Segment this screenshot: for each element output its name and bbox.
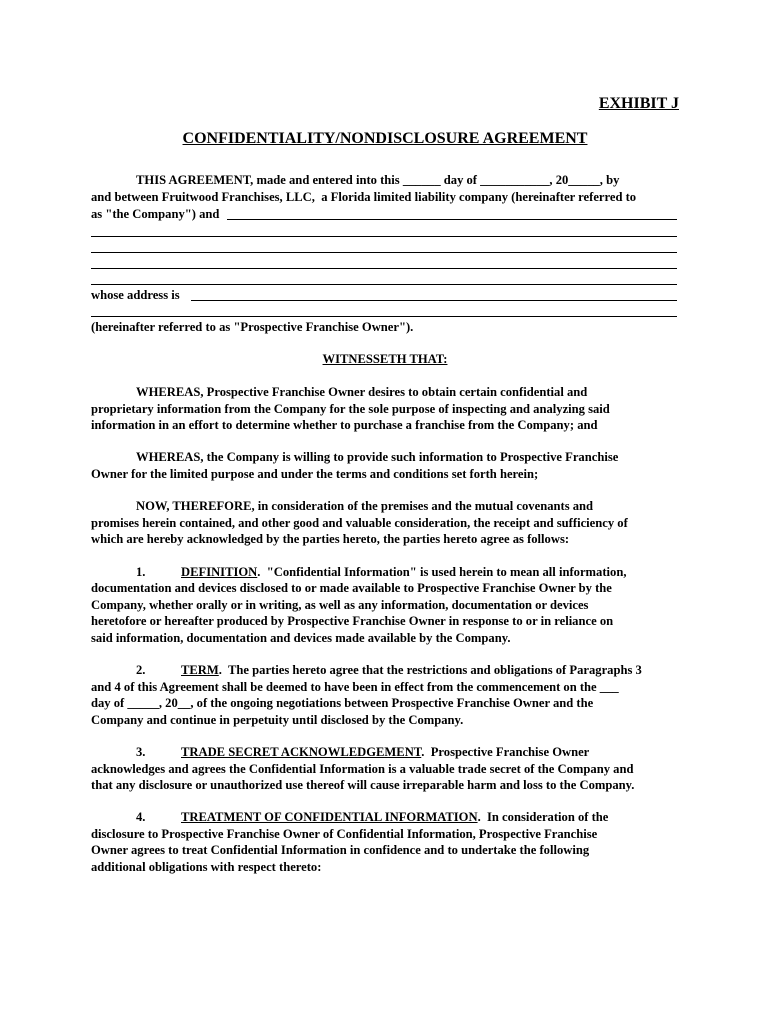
whereas1-line-1: WHEREAS, Prospective Franchise Owner desires to obtain certain confidential and <box>136 385 588 399</box>
section-2-first-text: . The parties hereto agree that the restrictions and obligations of Paragraphs 3 <box>218 663 642 677</box>
party-name-blank-1 <box>227 219 677 220</box>
section-3-number: 3. <box>136 745 146 759</box>
whereas2-line-2: Owner for the limited purpose and under the terms and conditions set forth herein; <box>91 467 539 481</box>
agreement-title: CONFIDENTIALITY/NONDISCLOSURE AGREEMENT <box>182 130 588 147</box>
section-3-line-2: acknowledges and agrees the Confidential Information is a valuable trade secret of the Company and <box>91 762 634 776</box>
whereas1-line-3: information in an effort to determine whether to purchase a franchise from the Company; and <box>91 418 598 432</box>
section-1-first-text: . "Confidential Information" is used herein to mean all information, <box>257 565 627 579</box>
section-1-first-line <box>91 564 679 580</box>
now-therefore-line-3: which are hereby acknowledged by the parties hereto, the parties hereto agree as follows: <box>91 532 570 546</box>
intro-line-2: and between Fruitwood Franchises, LLC, a Florida limited liability company (hereinafter referred to <box>91 190 637 204</box>
witnesseth-heading: WITNESSETH THAT: <box>322 352 448 366</box>
section-3-line-3: that any disclosure or unauthorized use thereof will cause irreparable harm and loss to the Company. <box>91 778 635 792</box>
party-name-blank-5 <box>91 284 677 285</box>
section-4-number: 4. <box>136 810 146 824</box>
section-2-heading: TERM <box>181 663 219 677</box>
exhibit-label: EXHIBIT J <box>598 95 679 112</box>
section-3-heading: TRADE SECRET ACKNOWLEDGEMENT <box>181 745 422 759</box>
intro-line-1: THIS AGREEMENT, made and entered into this ______ day of ___________, 20_____, by <box>136 173 620 187</box>
whereas2-line-1: WHEREAS, the Company is willing to provide such information to Prospective Franchise <box>136 450 619 464</box>
section-4-line-4: additional obligations with respect thereto: <box>91 860 322 874</box>
section-1-number: 1. <box>136 565 146 579</box>
section-2-first-line <box>91 662 679 678</box>
section-4-heading: TREATMENT OF CONFIDENTIAL INFORMATION <box>181 810 478 824</box>
section-1-heading: DEFINITION <box>181 565 258 579</box>
section-4-line-3: Owner agrees to treat Confidential Information in confidence and to undertake the following <box>91 843 590 857</box>
section-3-first-line <box>91 744 679 760</box>
section-2-line-4: Company and continue in perpetuity until disclosed by the Company. <box>91 713 464 727</box>
party-name-blank-4 <box>91 268 677 269</box>
now-therefore-line-2: promises herein contained, and other good and valuable consideration, the receipt and sufficiency of <box>91 516 628 530</box>
address-label: whose address is <box>91 288 180 302</box>
address-blank-1 <box>191 300 677 301</box>
now-therefore-line-1: NOW, THEREFORE, in consideration of the premises and the mutual covenants and <box>136 499 594 513</box>
intro-closing: (hereinafter referred to as "Prospective Franchise Owner"). <box>91 320 414 334</box>
section-1-line-5: said information, documentation and devices made available by the Company. <box>91 631 511 645</box>
section-2-line-2: and 4 of this Agreement shall be deemed to have been in effect from the commencement on the ___ <box>91 680 619 694</box>
company-and-label: as "the Company") and <box>91 207 220 221</box>
section-2-number: 2. <box>136 663 146 677</box>
party-name-blank-2 <box>91 236 677 237</box>
section-4-first-text: . In consideration of the <box>477 810 609 824</box>
section-1-line-4: heretofore or hereafter produced by Prospective Franchise Owner in response to or in reliance on <box>91 614 614 628</box>
section-4-first-line <box>91 809 679 825</box>
section-4-line-2: disclosure to Prospective Franchise Owner of Confidential Information, Prospective Franchise <box>91 827 598 841</box>
section-3-first-text: . Prospective Franchise Owner <box>421 745 590 759</box>
address-blank-2 <box>91 316 677 317</box>
section-1-line-2: documentation and devices disclosed to or made available to Prospective Franchise Owner by the <box>91 581 612 595</box>
section-1-line-3: Company, whether orally or in writing, as well as any information, documentation or devices <box>91 598 589 612</box>
section-2-line-3: day of _____, 20__, of the ongoing negotiations between Prospective Franchise Owner and the <box>91 696 594 710</box>
party-name-blank-3 <box>91 252 677 253</box>
whereas1-line-2: proprietary information from the Company for the sole purpose of inspecting and analyzing said <box>91 402 610 416</box>
